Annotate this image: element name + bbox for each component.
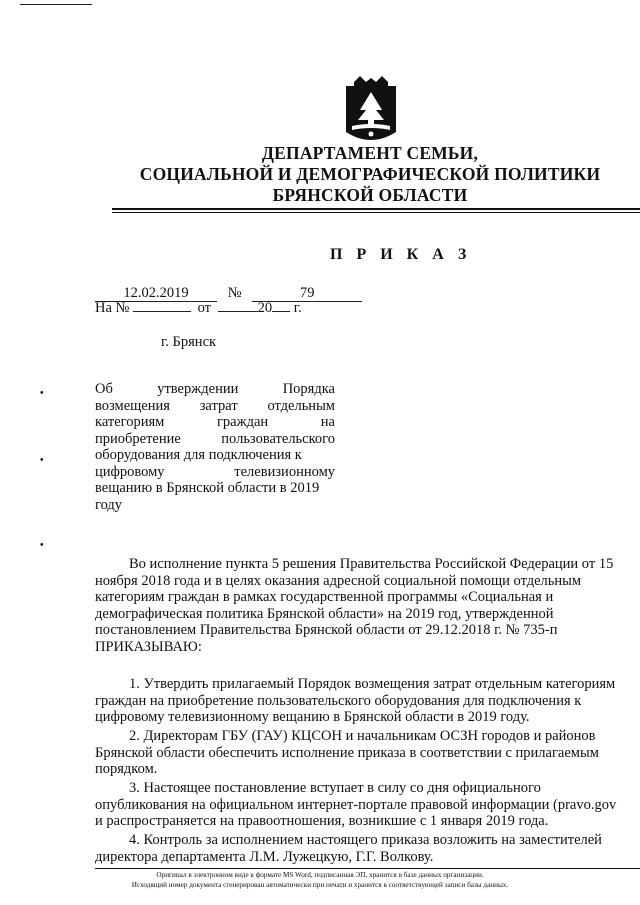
title-line: приобретение пользовательского: [95, 430, 335, 447]
city: г. Брянск: [161, 334, 217, 350]
header-rule-thick: [112, 208, 640, 210]
title-line: возмещения затрат отдельным: [95, 397, 335, 414]
title-line: году: [95, 496, 123, 513]
title-line: вещанию в Брянской области в 2019: [95, 480, 320, 496]
header-rule-thin: [112, 212, 640, 213]
margin-mark: •: [40, 540, 44, 551]
reference-line: [95, 300, 302, 317]
order-title: [95, 381, 335, 513]
department-name-line-2: СОЦИАЛЬНОЙ И ДЕМОГРАФИЧЕСКОЙ ПОЛИТИКИ: [139, 164, 601, 184]
reference-date-blank: [218, 311, 258, 312]
order-item-2: 2. Директорам ГБУ (ГАУ) КЦСОН и начальникам ОСЗН городов и районов Брянской области обеспечить исполнение приказа в соответствии с прилагаемым порядком.: [95, 728, 599, 777]
document-type: П Р И К А З: [330, 246, 472, 263]
reference-year-suffix: г.: [293, 300, 302, 316]
margin-mark: •: [40, 455, 44, 466]
document-number: 79: [252, 286, 362, 302]
document-date: 12.02.2019: [95, 286, 217, 302]
footer-rule: [95, 868, 640, 869]
department-name-line-3: БРЯНСКОЙ ОБЛАСТИ: [272, 185, 468, 205]
reference-prefix: На №: [95, 300, 130, 316]
title-line: цифровому телевизионному: [95, 463, 335, 480]
footer-note-1: Оригинал в электронном виде в формате MS Word, подписанная ЭП, хранится в базе данных организации.: [156, 871, 484, 879]
preamble-paragraph: Во исполнение пункта 5 решения Правительства Российской Федерации от 15 ноября 2018 года и в целях оказания адресной социальной помощи отдельным категориям граждан в рамках государственной программы «Социальная и демографическая политика Брянской области» на 2019 год, утвержденной постановлением Правительства Брянской области от 29.12.2018 г. № 735-п ПРИКАЗЫВАЮ:: [95, 556, 614, 655]
coat-of-arms-emblem: [346, 76, 396, 142]
reference-year-blank: [272, 311, 290, 312]
top-edge-rule: [20, 4, 92, 5]
order-item-3: 3. Настоящее постановление вступает в силу со дня официального опубликования на официальном интернет-портале правовой информации (pravo.gov и распространяется на правоотношения, возникшие с 1 января 2019 года.: [95, 780, 617, 829]
department-name-line-1: ДЕПАРТАМЕНТ СЕМЬИ,: [261, 143, 479, 163]
title-line: категориям граждан на: [95, 414, 335, 430]
margin-mark: •: [40, 388, 44, 399]
footer-note-2: Исходящий номер документа сгенерирован автоматически при печати и хранится в соответствующей записи базы данных.: [131, 881, 509, 889]
reference-from-label: от: [197, 300, 212, 316]
reference-year: 20: [257, 300, 273, 316]
title-line: Об утверждении Порядка: [95, 381, 335, 397]
order-item-1: 1. Утвердить прилагаемый Порядок возмещения затрат отдельным категориям граждан на приобретение пользовательского оборудования для подключения к цифровому телевизионному вещанию в Брянской области в 2019 году.: [95, 676, 616, 725]
title-line: оборудования для подключения к: [95, 447, 302, 463]
reference-number-blank: [133, 311, 191, 312]
order-item-4: 4. Контроль за исполнением настоящего приказа возложить на заместителей директора департамента Л.М. Лужецкую, Г.Г. Волкову.: [95, 832, 602, 865]
number-label: №: [227, 285, 242, 301]
